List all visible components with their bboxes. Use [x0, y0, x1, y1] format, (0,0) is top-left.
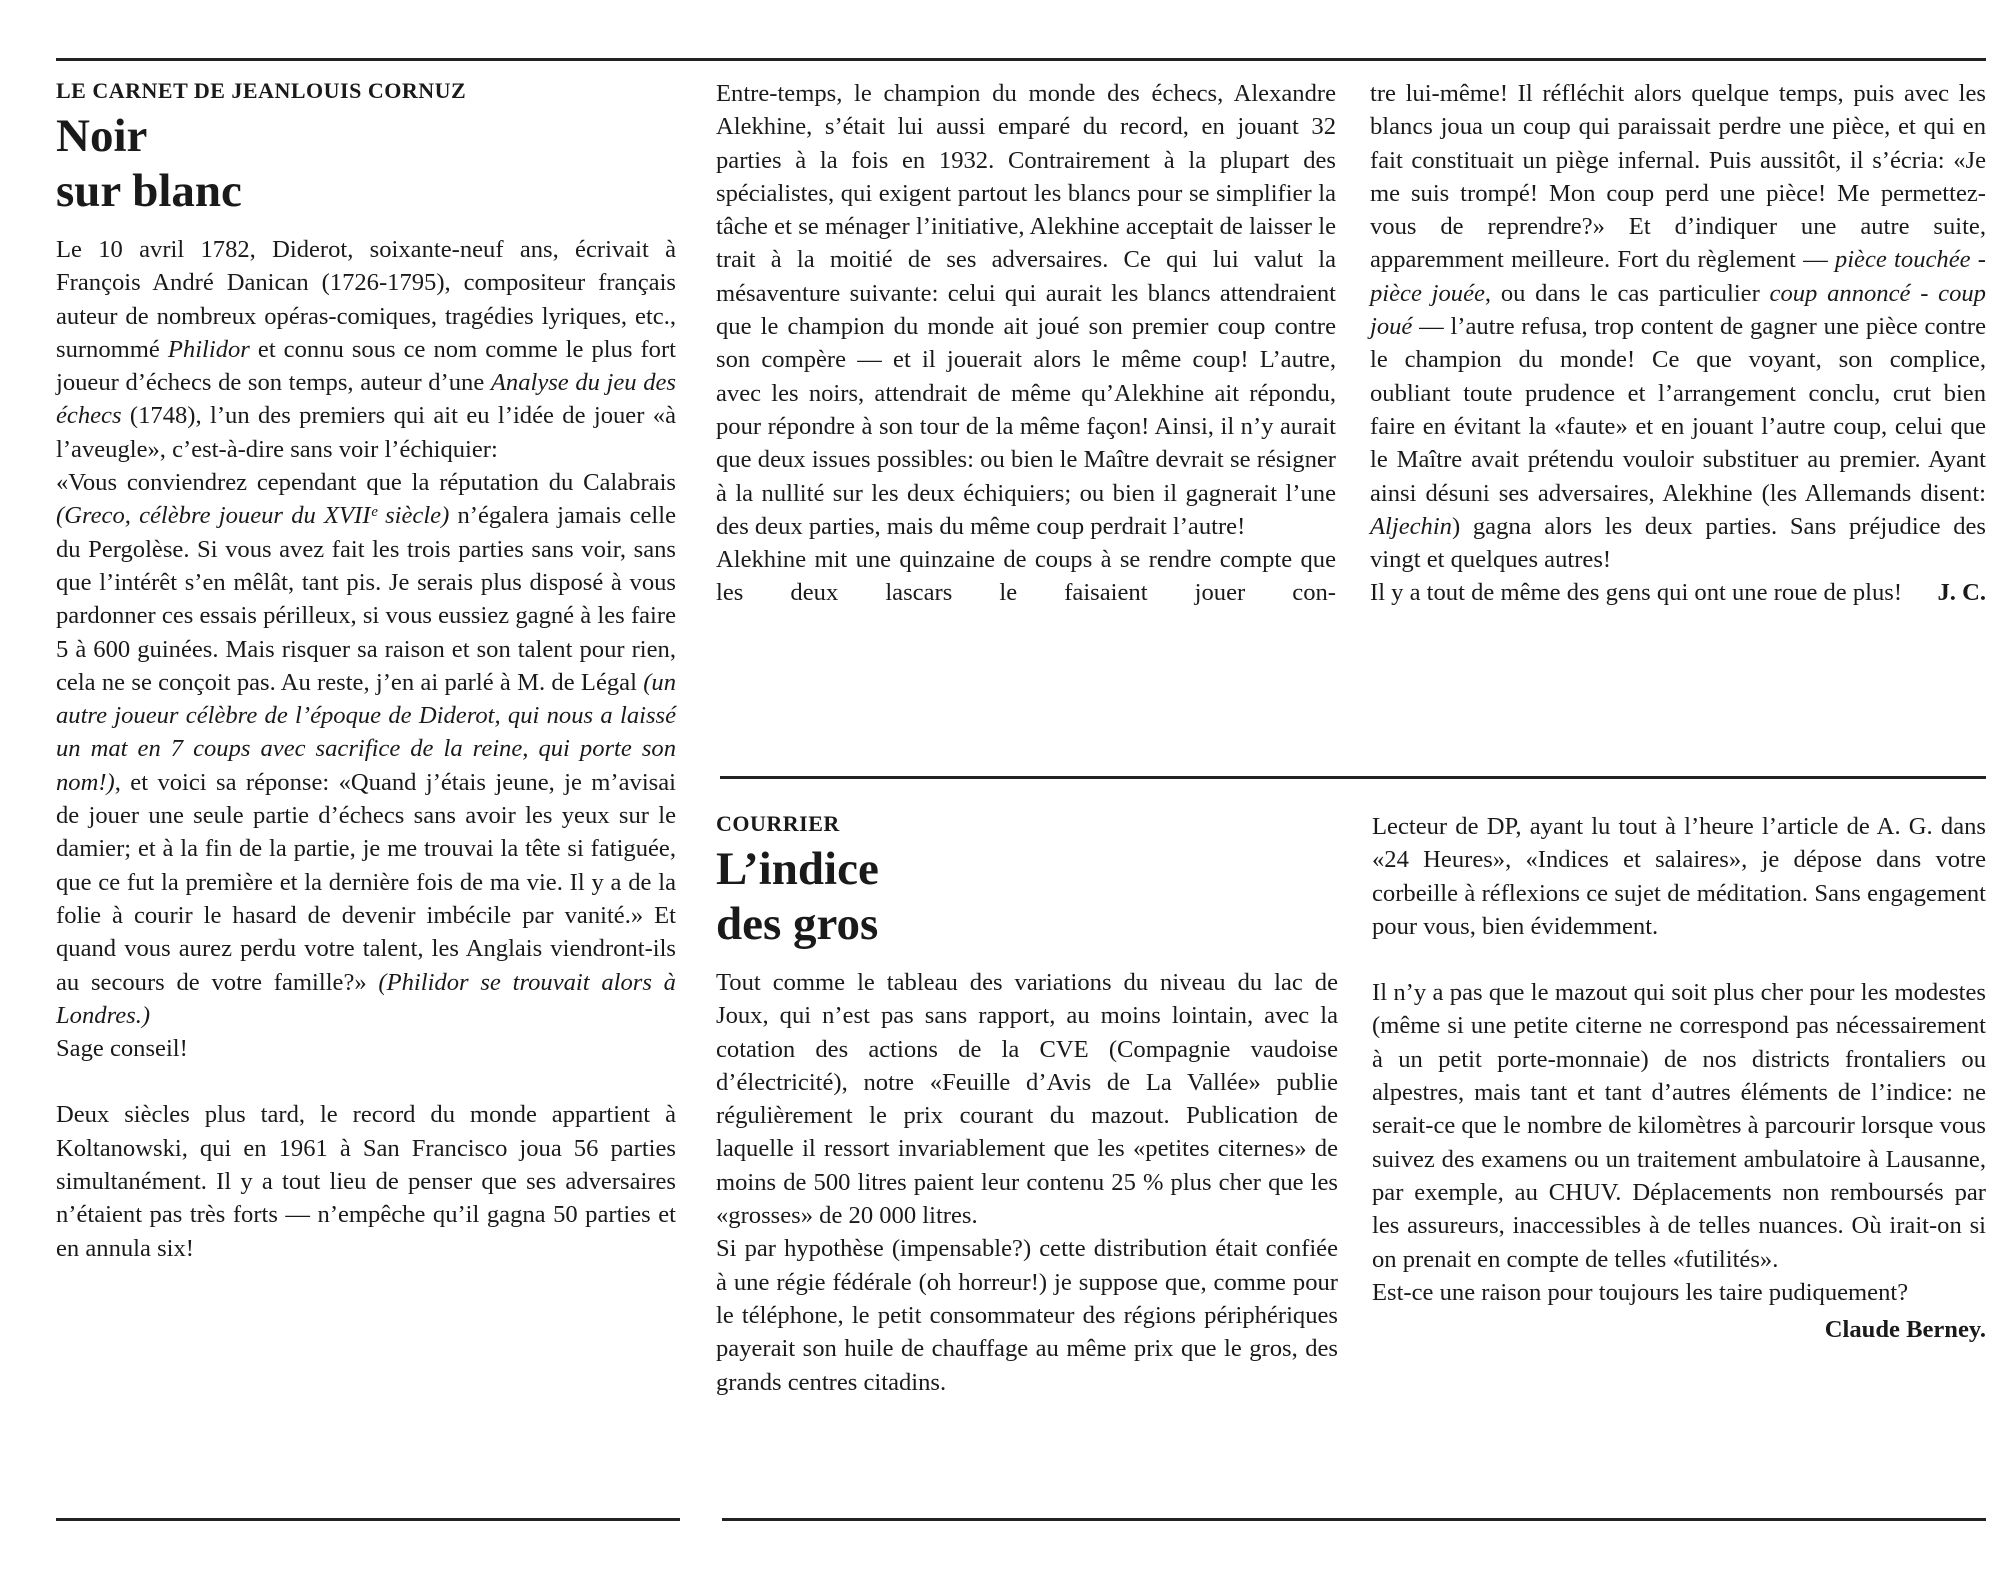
- article1-column-2: [716, 77, 1336, 610]
- article1-title-line2: sur blanc: [56, 165, 242, 217]
- text-run: n’égalera jamais celle du Pergolèse. Si vous avez fait les trois parties sans voir, sans que l’intérêt s’en mêlât, tant pis. Je serais plus disposé à vous pardonner ces essais périlleux, si vous eussiez gagné à les faire 5 à 600 guinées. Mais risquer sa raison et son talent pour rien, cela ne se conçoit pas. Au reste, j’en ai parlé à M. de Légal: [56, 502, 676, 696]
- article2-paragraph-1: Tout comme le tableau des variations du niveau du lac de Joux, qui n’est pas sans rapport, au moins lointain, avec la cotation des actions de la CVE (Compagnie vaudoise d’électricité), notre «Feuille d’Avis de La Vallée» publie régulièrement le prix courant du mazout. Publication de laquelle il ressort invariablement que les «petites citernes» de moins de 500 litres paient leur contenu 25 % plus cher que les «grosses» de 20 000 litres.: [716, 969, 1338, 1230]
- article2-column-2: [1372, 810, 1986, 1346]
- article2-kicker: COURRIER: [716, 811, 840, 836]
- article2-column-1: [716, 810, 1338, 1399]
- article2-title-line2: des gros: [716, 898, 879, 950]
- text-run: Le 10 avril 1782, Diderot, soixante-neuf ans, écrivait à François André Danican (1726-1795), compositeur français auteur de nombreux opéras-comiques, tragédies lyriques, etc., surnommé: [56, 236, 676, 363]
- text-run: et connu sous ce nom comme le plus fort joueur d’échecs de son temps, auteur d’une: [56, 335, 676, 397]
- text-run: (1748), l’un des premiers qui ait eu l’idée de jouer «à l’aveugle», c’est-à-dire sans voir l’échiquier:: [56, 402, 676, 463]
- article1-kicker: LE CARNET DE JEANLOUIS CORNUZ: [56, 78, 467, 103]
- article2-paragraph-4: Il n’y a pas que le mazout qui soit plus cher pour les modestes (même si une petite citerne ne correspond pas nécessairement à un petit porte-monnaie) de nos districts frontaliers ou alpestres, mais tant et tant d’autres éléments de l’indice: ne serait-ce que le nombre de kilomètres à parcourir lorsque vous suivez des examens ou un traitement ambulatoire à Lausanne, par exemple, au CHUV. Déplacements non remboursés par les assureurs, inaccessibles à de telles nuances. Où irait-on si on prenait en compte de telles «futilités».: [1372, 979, 1986, 1273]
- article2-paragraph-5: Est-ce une raison pour toujours les taire pudiquement?: [1372, 1278, 1909, 1306]
- italic-run: (Greco, célèbre joueur du XVIIᵉ siècle): [56, 502, 450, 530]
- article2-signature: Claude Berney.: [1824, 1316, 1986, 1344]
- article1-paragraph-5: Entre-temps, le champion du monde des échecs, Alexandre Alekhine, s’était lui aussi emparé du record, en jouant 32 parties à la fois en 1932. Contrairement à la plupart des spécialistes, qui exigent partout les blancs pour se simplifier la tâche et se ménager l’initiative, Alekhine acceptait de laisser le trait à la moitié de ses adversaires. Ce qui lui valut la mésaventure suivante: celui qui aurait les blancs attendraient que le champion du monde ait joué son premier coup contre son compère — et il jouerait alors le même coup! L’autre, avec les noirs, attendrait de même qu’Alekhine ait répondu, pour répondre à son tour de la même façon! Ainsi, il n’y aurait que deux issues possibles: ou bien le Maître devrait se résigner à la nullité sur les deux échiquiers; ou bien il gagnerait l’une des deux parties, mais du même coup perdrait l’autre!: [716, 80, 1336, 540]
- bottom-rule-left: [56, 1518, 680, 1521]
- italic-run: pièce touchée - pièce jouée: [1370, 246, 1986, 307]
- italic-run: Philidor: [167, 335, 250, 363]
- text-run: tre lui-même! Il réfléchit alors quelque temps, puis avec les blancs joua un coup qui paraissait perdre une pièce, et qui en fait constituait un piège infernal. Puis aussitôt, il s’écria: «Je me suis trompé! Mon coup perd une pièce! Me permettez-vous de reprendre?» Et d’indiquer une autre suite, apparemment meilleure. Fort du règlement —: [1370, 80, 1986, 274]
- article1-paragraph-3: Sage conseil!: [56, 1035, 188, 1063]
- article1-title: [56, 109, 676, 219]
- italic-run: Analyse du jeu des échecs: [56, 369, 676, 430]
- article1-closing-text: Il y a tout de même des gens qui ont une roue de plus!: [1370, 579, 1903, 607]
- text-run: — l’autre refusa, trop content de gagner une pièce contre le champion du monde! Ce que voyant, son complice, oubliant toute prudence et l’arrangement conclu, crut bien faire en évitant la «faute» et en jouant l’autre coup, celui que le Maître avait prétendu vouloir substituer au premier. Ayant ainsi désuni ses adversaires, Alekhine (les Allemands disent:: [1370, 313, 1986, 507]
- italic-run: Aljechin: [1370, 512, 1452, 540]
- italic-run: (un autre joueur célèbre de l’époque de Diderot, qui nous a laissé un mat en 7 coups avec sacrifice de la reine, qui porte son nom!): [56, 668, 676, 796]
- article1-column-1: [56, 77, 676, 1265]
- italic-run: (Philidor se trouvait alors à Londres.): [56, 968, 676, 1029]
- article2-title: [716, 842, 1338, 952]
- article1-signature: J. C.: [1937, 579, 1986, 607]
- top-rule: [56, 58, 1986, 61]
- article1-paragraph-7: [1370, 576, 1986, 609]
- article1-paragraph-6a: Alekhine mit une quinzaine de coups à se rendre compte que les deux lascars le faisaient jouer con-: [716, 546, 1336, 607]
- article1-paragraph-2: [56, 466, 676, 1032]
- article1-title-line1: Noir: [56, 110, 148, 162]
- article1-paragraph-6b: [1370, 77, 1986, 576]
- text-run: , et voici sa réponse: «Quand j’étais jeune, je m’avisai de jouer une seule partie d’échecs sans avoir les yeux sur le damier; et à la fin de la partie, je me trouvai la tête si fatiguée, que ce fut la première et la dernière fois de ma vie. Il y a de la folie à courir le hasard de devenir imbécile par vanité.» Et quand vous aurez perdu votre talent, les Anglais viendront-ils au secours de votre famille?»: [56, 768, 676, 996]
- bottom-rule-right: [722, 1518, 1986, 1521]
- text-run: «Vous conviendrez cependant que la réputation du Calabrais: [56, 469, 676, 497]
- middle-rule: [720, 776, 1986, 779]
- article1-column-3: [1370, 77, 1986, 610]
- article2-title-line1: L’indice: [716, 843, 879, 895]
- article2-paragraph-3: Lecteur de DP, ayant lu tout à l’heure l’article de A. G. dans «24 Heures», «Indices et salaires», je dépose dans votre corbeille à réflexions ce sujet de méditation. Sans engagement pour vous, bien évidemment.: [1372, 813, 1986, 940]
- article1-paragraph-4: Deux siècles plus tard, le record du monde appartient à Koltanowski, qui en 1961 à San Francisco joua 56 parties simultanément. Il y a tout lieu de penser que ses adversaires n’étaient pas très forts — n’empêche qu’il gagna 50 parties et en annula six!: [56, 1101, 676, 1262]
- article1-paragraph-1: [56, 233, 676, 466]
- text-run: , ou dans le cas particulier: [1484, 279, 1770, 307]
- text-run: ) gagna alors les deux parties. Sans préjudice des vingt et quelques autres!: [1370, 512, 1986, 574]
- italic-run: coup annoncé - coup joué: [1370, 279, 1986, 341]
- article2-paragraph-2: Si par hypothèse (impensable?) cette distribution était confiée à une régie fédérale (oh horreur!) je suppose que, comme pour le téléphone, le petit consommateur des régions périphériques payerait son huile de chauffage au même prix que le gros, des grands centres citadins.: [716, 1235, 1338, 1396]
